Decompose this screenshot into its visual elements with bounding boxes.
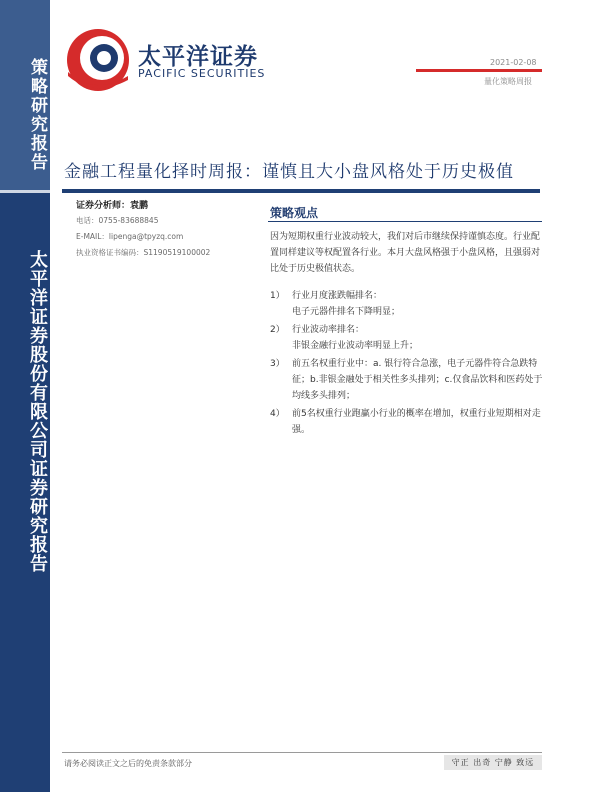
brand-name-en: PACIFIC SECURITIES: [138, 67, 266, 80]
list-item-sub: 电子元器件排名下降明显；: [292, 307, 401, 317]
pacific-securities-logo-icon: [64, 26, 132, 94]
header-accent-line: [416, 69, 542, 72]
viewpoint-rule: [268, 221, 542, 222]
company-motto: 守正 出奇 宁静 致远: [444, 755, 542, 770]
list-item-sub: 非银金融行业波动率明显上升；: [292, 341, 419, 351]
report-date: 2021-02-08: [490, 58, 537, 67]
analyst-email[interactable]: E-MAIL：lipenga@tpyzq.com: [76, 232, 184, 241]
sidebar-category-label: 策略研究报告: [27, 58, 47, 172]
sidebar-company-label: 太平洋证券股份有限公司证券研究报告: [27, 250, 48, 573]
title-rule: [62, 189, 540, 193]
list-item: [270, 406, 550, 438]
list-item: [270, 322, 550, 354]
analyst-phone: 电话：0755-83688845: [76, 216, 159, 225]
list-item: [270, 288, 550, 320]
sidebar: [0, 0, 50, 792]
list-item-number: 4）: [270, 409, 285, 419]
report-type: 量化策略周报: [484, 77, 532, 86]
report-title: 金融工程量化择时周报：谨慎且大小盘风格处于历史极值: [64, 162, 514, 182]
analyst-license: 执业资格证书编码：S1190519100002: [76, 248, 211, 257]
viewpoint-intro: 因为短期权重行业波动较大，我们对后市继续保持谨慎态度。行业配置同样建议等权配置各行业。本月大盘风格强于小盘风格，且强弱对比处于历史极值状态。: [270, 232, 541, 274]
list-item-number: 3）: [270, 359, 285, 369]
brand-name-cn: 太平洋证券: [138, 44, 258, 70]
list-item-number: 2）: [270, 325, 285, 335]
analyst-name: 证券分析师：袁鹏: [76, 201, 149, 211]
list-item-text: 前五名权重行业中：a. 银行符合急涨，电子元器件符合急跌特征；b.非银金融处于相关性多头排列；c.仅食品饮料和医药处于均线多头排列；: [292, 359, 543, 401]
viewpoint-heading: 策略观点: [270, 206, 319, 220]
footer-rule: [62, 752, 542, 753]
analyst-info: [62, 198, 238, 263]
list-item-text: 行业波动率排名：: [292, 325, 365, 335]
list-item-text: 行业月度涨跌幅排名：: [292, 291, 383, 301]
disclaimer-note: 请务必阅读正文之后的免责条款部分: [64, 759, 192, 768]
list-item: [270, 356, 550, 404]
viewpoint-list: [270, 288, 550, 440]
list-item-text: 前5名权重行业跑赢小行业的概率在增加，权重行业短期相对走强。: [292, 409, 541, 435]
list-item-number: 1）: [270, 291, 285, 301]
